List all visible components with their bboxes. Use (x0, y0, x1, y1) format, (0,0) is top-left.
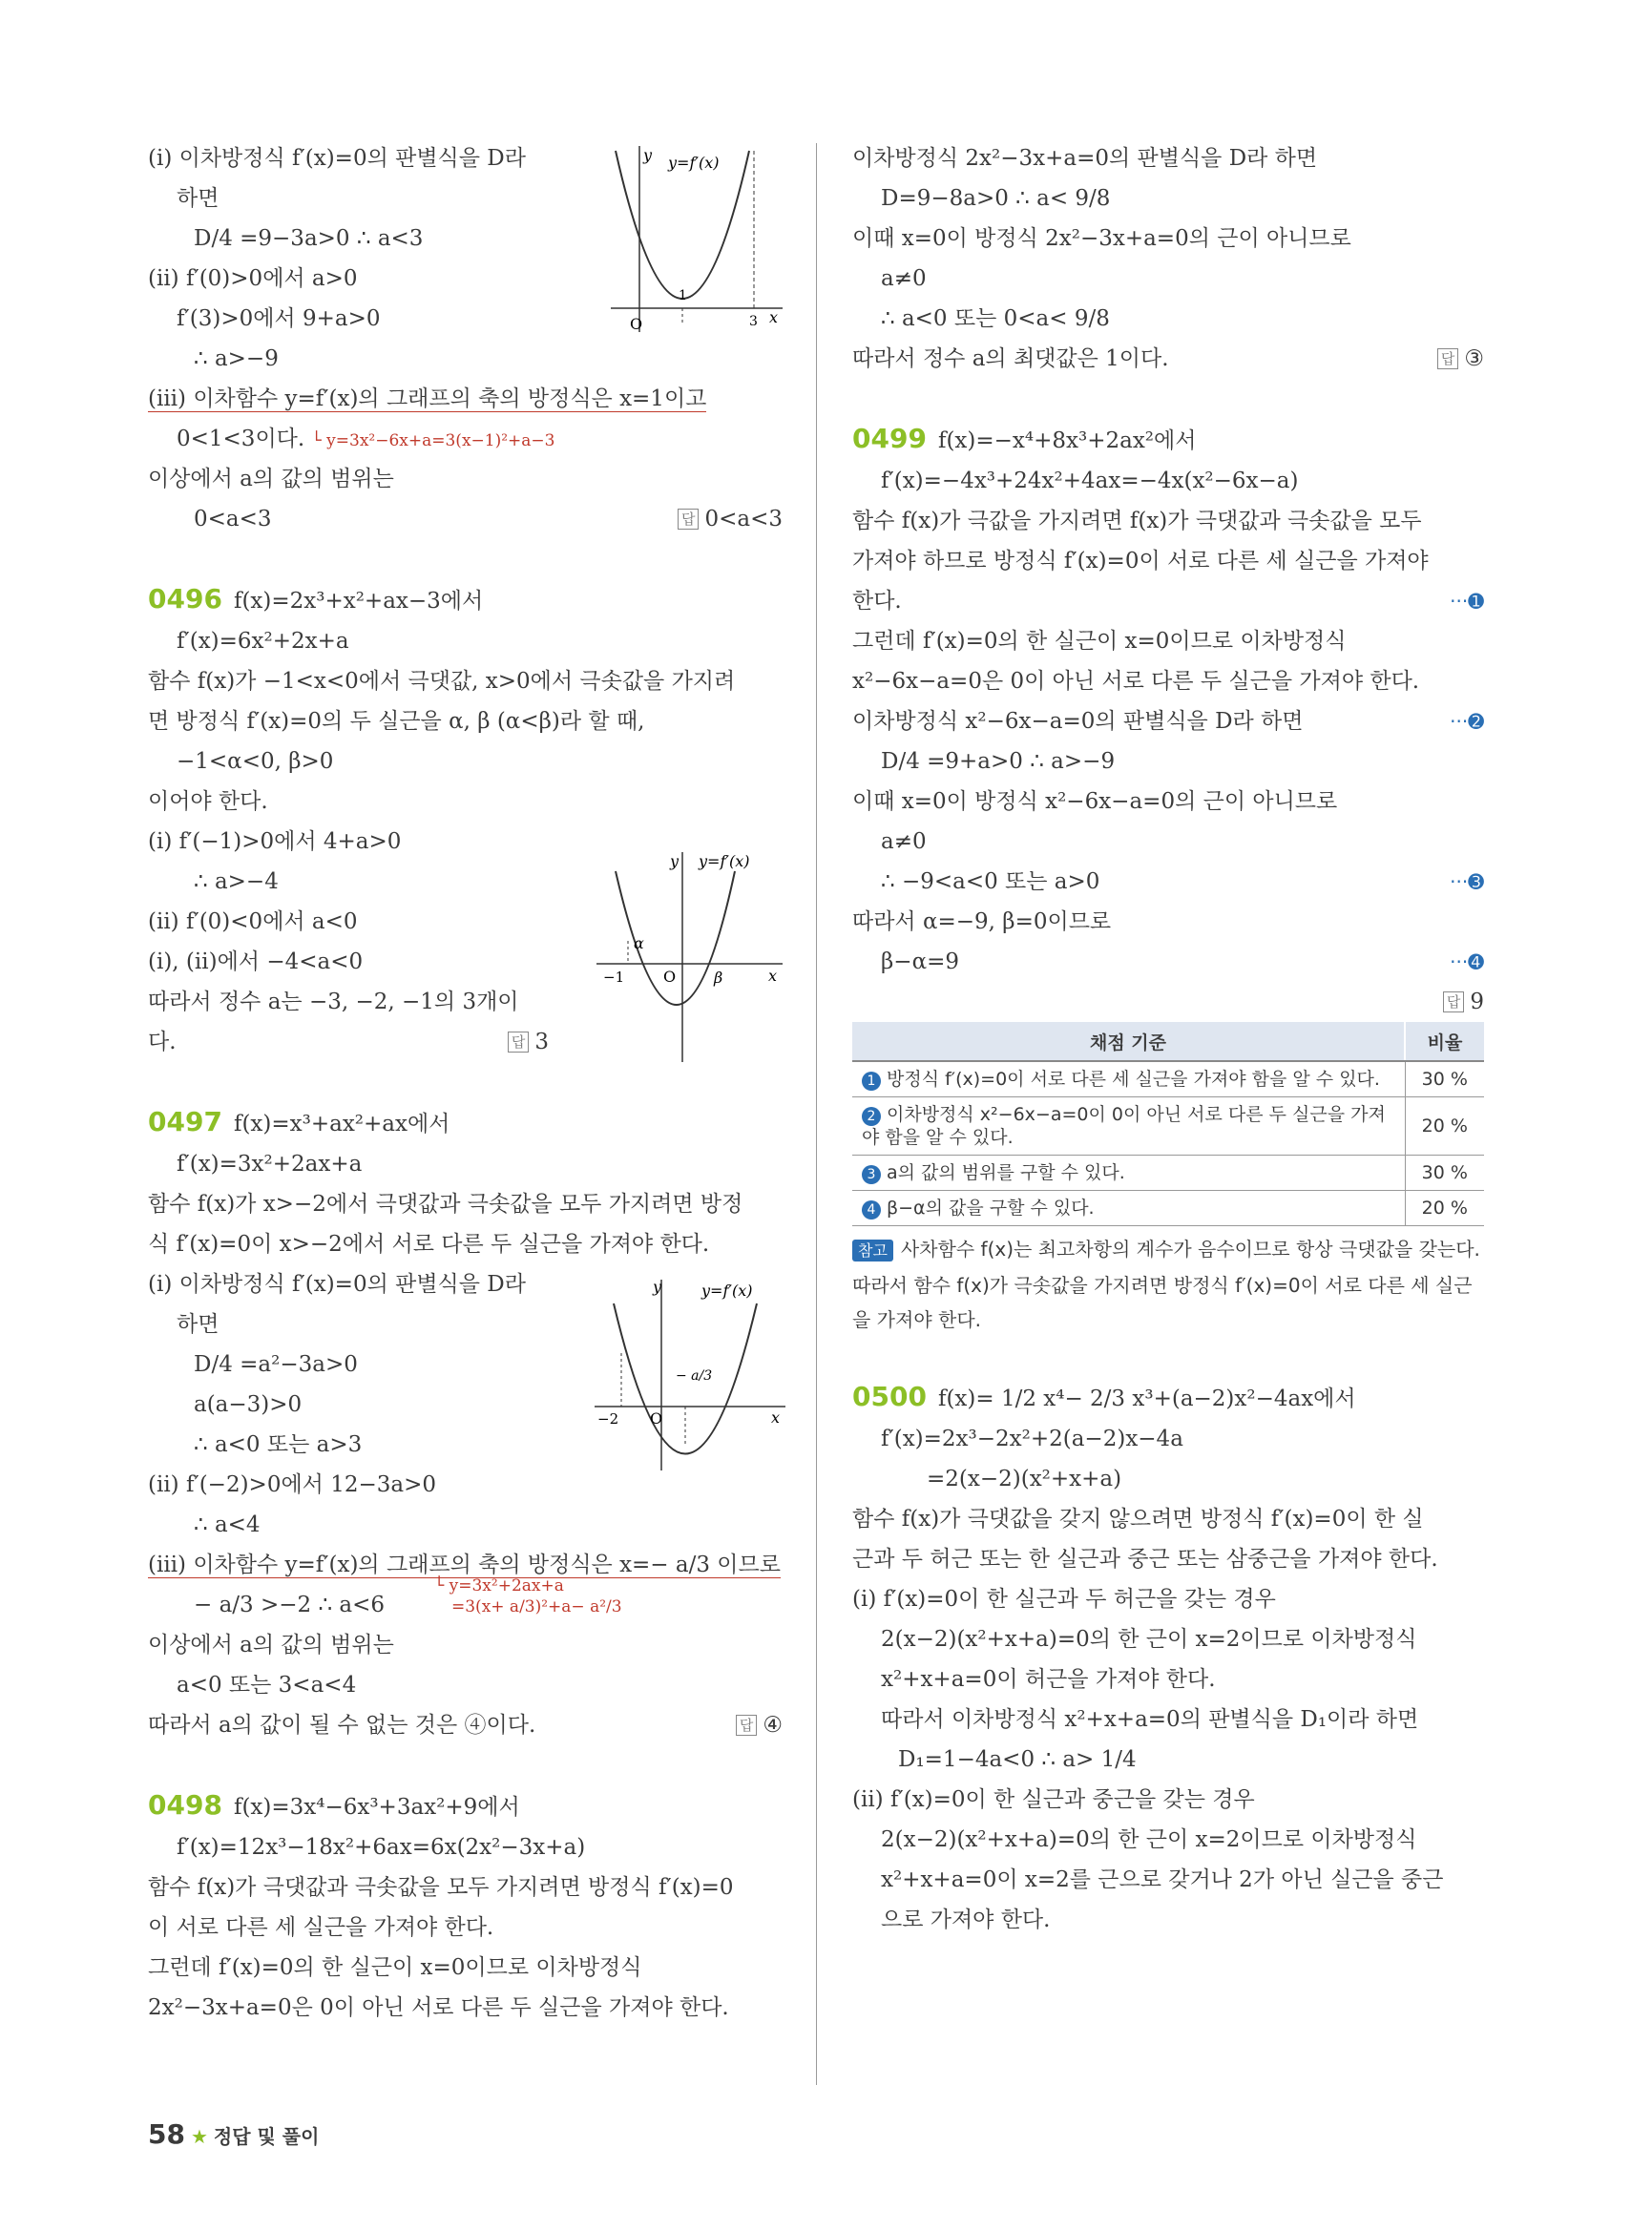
text-line: ∴ a<0 또는 a>3 (194, 1432, 363, 1457)
text-line: 따라서 정수 a는 −3, −2, −1의 3개이 (148, 990, 519, 1014)
scoring-criteria-table (852, 1022, 1484, 1226)
tick-label: 1 (679, 288, 687, 303)
text-line: f′(x)=2x³−2x²+2(a−2)x−4a (881, 1427, 1183, 1451)
table-header: 채점 기준 (852, 1022, 1405, 1061)
text-line: ∴ a>−4 (194, 869, 279, 894)
axis-label: − a/3 (676, 1368, 713, 1384)
text-line: 이차방정식 2x²−3x+a=0의 판별식을 D라 하면 (852, 146, 1318, 171)
text-line: a<0 또는 3<a<4 (177, 1673, 357, 1698)
problem-0499-header: 0499 f(x)=−x⁴+8x³+2ax²에서 (852, 423, 1197, 454)
parabola-graph-2 (592, 847, 792, 1067)
table-row: 2 이차방정식 x²−6x−a=0이 0이 아닌 서로 다른 두 실근을 가져야 함을 알 수 있다. 20 % (852, 1097, 1484, 1156)
problem-0496-header: 0496 f(x)=2x³+x²+ax−3에서 (148, 583, 484, 615)
text-line: (ⅰ) 이차방정식 f′(x)=0의 판별식을 D라 (148, 146, 526, 171)
text-line: 따라서 a의 값이 될 수 없는 것은 ④이다. 답 ④ (148, 1705, 783, 1745)
text-line: 근과 두 허근 또는 한 실근과 중근 또는 삼중근을 가져야 한다. (852, 1547, 1438, 1572)
text-line: 이 서로 다른 세 실근을 가져야 한다. (148, 1915, 494, 1940)
left-column (148, 138, 783, 2028)
answer: 답 3 (508, 1022, 549, 1062)
text-line: 함수 f(x)가 x>−2에서 극댓값과 극솟값을 모두 가지려면 방정 (148, 1192, 743, 1217)
text-line: D=9−8a>0 ∴ a< 9/8 (881, 186, 1111, 211)
text-line: 따라서 정수 a의 최댓값은 1이다. 답 ③ (852, 339, 1484, 379)
y-label: y (670, 852, 680, 870)
function-label: y=f′(x) (701, 1282, 753, 1300)
text-line: ∴ a<4 (194, 1512, 261, 1537)
tick-label: 3 (749, 314, 758, 329)
text-line: (ⅱ) f′(0)>0에서 a>0 (148, 266, 358, 291)
text-line: (ⅰ) 이차방정식 f′(x)=0의 판별식을 D라 (148, 1272, 526, 1297)
text-line: − a/3 >−2 ∴ a<6 └ y=3x²+2ax+a =3(x+ a/3)²+a− a²/3 (194, 1576, 622, 1617)
text-line: f′(x)=−4x³+24x²+4ax=−4x(x²−6x−a) (881, 469, 1299, 493)
text-line: 이어야 한다. (148, 789, 268, 814)
text-line: 한다. ···➊ (852, 581, 1484, 621)
text-line: =2(x−2)(x²+x+a) (927, 1467, 1122, 1491)
text-line: a≠0 (881, 829, 927, 854)
text-line: 2x²−3x+a=0은 0이 아닌 서로 다른 두 실근을 가져야 한다. (148, 1995, 729, 2020)
text-line: 면 방정식 f′(x)=0의 두 실근을 α, β (α<β)라 할 때, (148, 709, 645, 734)
text-line: 다. 답 3 (148, 1022, 549, 1062)
table-row: 1 방정식 f′(x)=0이 서로 다른 세 실근을 가져야 함을 알 수 있다. 30 % (852, 1061, 1484, 1097)
text-line: (ⅰ) f′(x)=0이 한 실근과 두 허근을 갖는 경우 (852, 1587, 1276, 1612)
text-line: 함수 f(x)가 극값을 가지려면 f(x)가 극댓값과 극솟값을 모두 (852, 509, 1422, 533)
problem-0498-header: 0498 f(x)=3x⁴−6x³+3ax²+9에서 (148, 1789, 520, 1821)
x-label: x (768, 967, 778, 985)
table-row: 3 a의 값의 범위를 구할 수 있다. 30 % (852, 1156, 1484, 1191)
text-line: f′(x)=12x³−18x²+6ax=6x(2x²−3x+a) (177, 1835, 586, 1860)
text-line: D₁=1−4a<0 ∴ a> 1/4 (898, 1747, 1137, 1772)
page-footer (148, 2118, 319, 2150)
answer: 답 ③ (1437, 339, 1484, 379)
parabola-graph-3 (590, 1275, 795, 1475)
text-line: β−α=9 ···➍ (852, 942, 1484, 982)
text-line: (ⅲ) 이차함수 y=f′(x)의 그래프의 축의 방정식은 x=1이고 (148, 386, 707, 411)
text-line: 함수 f(x)가 극댓값과 극솟값을 모두 가지려면 방정식 f′(x)=0 (148, 1875, 734, 1900)
text-line: 이상에서 a의 값의 범위는 (148, 467, 394, 491)
step-mark: ···➋ (1450, 710, 1484, 733)
text-line: 그런데 f′(x)=0의 한 실근이 x=0이므로 이차방정식 (148, 1955, 642, 1980)
text-line: x²+x+a=0이 허근을 가져야 한다. (881, 1667, 1216, 1692)
text-line: 하면 (177, 186, 220, 211)
right-column (852, 138, 1484, 1940)
beta-label: β (714, 969, 723, 987)
y-label: y (653, 1278, 662, 1296)
text-line: 가져야 하므로 방정식 f′(x)=0이 서로 다른 세 실근을 가져야 (852, 549, 1429, 573)
text-line: D/4 =9−3a>0 ∴ a<3 (194, 226, 424, 251)
text-line: (ⅰ), (ⅱ)에서 −4<a<0 (148, 949, 364, 974)
text-line: 2(x−2)(x²+x+a)=0의 한 근이 x=2이므로 이차방정식 (881, 1627, 1417, 1652)
text-line: (ⅱ) f′(−2)>0에서 12−3a>0 (148, 1472, 436, 1497)
star-icon: ★ (190, 2125, 208, 2148)
text-line: (ⅱ) f′(0)<0에서 a<0 (148, 909, 358, 934)
text-line: 이때 x=0이 방정식 2x²−3x+a=0의 근이 아니므로 (852, 226, 1351, 251)
table-row: 4 β−α의 값을 구할 수 있다. 20 % (852, 1191, 1484, 1226)
text-line: 이때 x=0이 방정식 x²−6x−a=0의 근이 아니므로 (852, 789, 1338, 814)
column-divider (816, 143, 817, 2085)
text-line: f′(x)=3x²+2ax+a (177, 1152, 363, 1177)
text-line: 0<a<3 답 0<a<3 (148, 499, 783, 539)
y-label: y (643, 146, 653, 164)
answer: 답 ④ (736, 1705, 783, 1745)
text-line: (ⅱ) f′(x)=0이 한 실근과 중근을 갖는 경우 (852, 1787, 1255, 1812)
text-line: ∴ a>−9 (194, 346, 279, 371)
tick-label: −2 (597, 1410, 619, 1428)
answer: 답 0<a<3 (678, 499, 783, 539)
text-line: f′(3)>0에서 9+a>0 (177, 306, 381, 331)
page-number: 58 (148, 2118, 185, 2150)
table-header: 비율 (1405, 1022, 1484, 1061)
alpha-label: α (634, 934, 644, 952)
note-tag: 참고 (852, 1240, 893, 1261)
red-note: └ y=3x²−6x+a=3(x−1)²+a−3 (311, 431, 555, 450)
text-line: f′(x)=6x²+2x+a (177, 629, 349, 654)
text-line: 따라서 α=−9, β=0이므로 (852, 909, 1112, 934)
red-note: └ y=3x²+2ax+a (434, 1576, 564, 1595)
text-line: 하면 (177, 1312, 220, 1337)
red-note: =3(x+ a/3)²+a− a²/3 (451, 1597, 622, 1616)
step-mark: ···➊ (1450, 590, 1484, 613)
problem-0500-header: 0500 f(x)= 1/2 x⁴− 2/3 x³+(a−2)x²−4ax에서 (852, 1381, 1356, 1412)
text-line: 함수 f(x)가 극댓값을 갖지 않으려면 방정식 f′(x)=0이 한 실 (852, 1507, 1424, 1532)
text-line: 이상에서 a의 값의 범위는 (148, 1633, 394, 1658)
text-line: (ⅰ) f′(−1)>0에서 4+a>0 (148, 829, 402, 854)
problem-0497-header: 0497 f(x)=x³+ax²+ax에서 (148, 1106, 450, 1137)
text-line: 함수 f(x)가 −1<x<0에서 극댓값, x>0에서 극솟값을 가지려 (148, 669, 736, 694)
step-mark: ···➍ (1450, 950, 1484, 973)
text-line: ∴ a<0 또는 0<a< 9/8 (881, 306, 1110, 331)
text-line: 2(x−2)(x²+x+a)=0의 한 근이 x=2이므로 이차방정식 (881, 1827, 1417, 1852)
step-mark: ···➌ (1450, 870, 1484, 893)
text-line: a≠0 (881, 266, 927, 291)
text-line: 그런데 f′(x)=0의 한 실근이 x=0이므로 이차방정식 (852, 629, 1347, 654)
tick-label: −1 (603, 969, 625, 986)
text-line: x²−6x−a=0은 0이 아닌 서로 다른 두 실근을 가져야 한다. (852, 669, 1420, 694)
x-label: x (771, 1408, 781, 1427)
function-label: y=f′(x) (668, 154, 720, 172)
function-label: y=f′(x) (699, 852, 750, 870)
parabola-graph-1 (601, 141, 792, 342)
text-line: 따라서 이차방정식 x²+x+a=0의 판별식을 D₁이라 하면 (881, 1707, 1419, 1732)
origin-label: O (630, 315, 643, 333)
text-line: D/4 =a²−3a>0 (194, 1352, 358, 1377)
text-line: a(a−3)>0 (194, 1392, 303, 1417)
text-line: (ⅲ) 이차함수 y=f′(x)의 그래프의 축의 방정식은 x=− a/3 이므로 (148, 1553, 781, 1577)
text-line: 으로 가져야 한다. (881, 1908, 1051, 1932)
text-line: ∴ −9<a<0 또는 a>0 ···➌ (852, 862, 1484, 902)
text-line: 식 f′(x)=0이 x>−2에서 서로 다른 두 실근을 가져야 한다. (148, 1232, 710, 1257)
answer: 답 9 (1443, 982, 1484, 1022)
origin-label: O (650, 1409, 663, 1428)
footer-title: 정답 및 풀이 (213, 2125, 320, 2148)
text-line: x²+x+a=0이 x=2를 근으로 갖거나 2가 아닌 실근을 중근 (881, 1867, 1444, 1892)
text-line: 0<1<3이다. └ y=3x²−6x+a=3(x−1)²+a−3 (177, 427, 555, 451)
origin-label: O (663, 968, 677, 986)
reference-note: 참고 사차함수 f(x)는 최고차항의 계수가 음수이므로 항상 극댓값을 갖는다. 따라서 함수 f(x)가 극솟값을 가지려면 방정식 f′(x)=0이 서로 다른 세 실근을 가져야 한다. (852, 1238, 1480, 1331)
text-line: 이차방정식 x²−6x−a=0의 판별식을 D라 하면 (852, 709, 1304, 734)
text-line: D/4 =9+a>0 ∴ a>−9 (881, 749, 1116, 774)
text-line: −1<α<0, β>0 (177, 749, 334, 774)
x-label: x (769, 308, 779, 326)
